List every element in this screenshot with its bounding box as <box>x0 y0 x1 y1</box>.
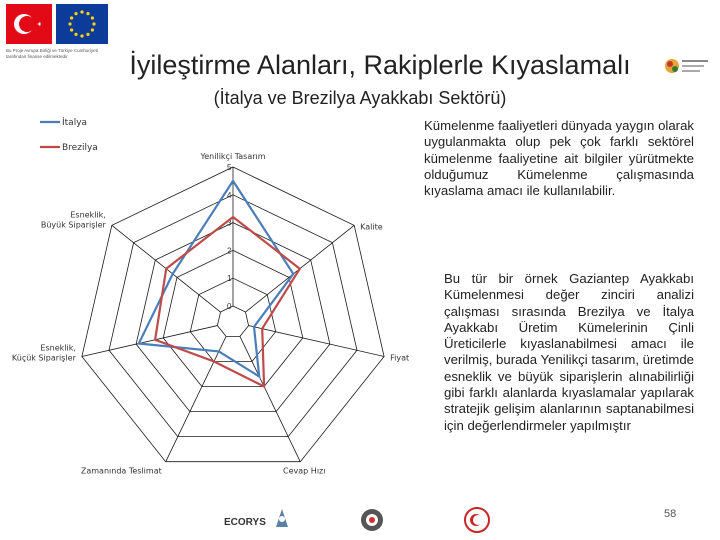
axis-spoke <box>249 326 385 357</box>
tick-label: 4 <box>227 190 232 200</box>
page-subtitle: (İtalya ve Brezilya Ayakkabı Sektörü) <box>213 88 507 108</box>
grid-ring <box>217 306 248 336</box>
radar-chart <box>0 110 440 476</box>
tick-label: 2 <box>227 246 232 256</box>
funding-caption: Bu Proje Avrupa Birliği ve Türkiye Cumhuriyeti tarafından finanse edilmektedir <box>6 48 98 59</box>
page-number: 58 <box>664 508 677 520</box>
turkey-flag-logo <box>6 4 52 44</box>
eu-flag-logo <box>56 4 108 44</box>
axis-category-label: Esneklik, Küçük Siparişler <box>11 343 76 363</box>
axis-spoke <box>82 326 218 357</box>
cluster-logo <box>662 52 712 84</box>
paragraph-example: Bu tür bir örnek Gaziantep Ayakkabı Kümelenmesi değer zinciri analizi çalışması sırasında Brezilya ve İtalya Ayakkabı Üretim Kümelerinin Çinli Üreticilerle kıyaslanabilmesi amacı ile verilmiş, burada Yenilikçi tasarım, üretimde esneklik ve büyük siparişlerin alınabilirliği gibi farklı alanlarda kıyaslamalar yapılarak stratejik gelişim alanlarının saptanabilmesi için değerlendirmeler yapılmıştır <box>444 271 694 433</box>
page-title: İyileştirme Alanları, Rakiplerle Kıyaslamalı <box>129 50 631 80</box>
ecorys-logo <box>224 505 304 535</box>
axis-category-label: Esneklik, Büyük Siparişler <box>40 210 106 230</box>
tick-label: 1 <box>227 274 232 284</box>
axis-category-label: Fiyat <box>390 353 410 363</box>
axis-spoke <box>240 336 300 461</box>
legend-label: İtalya <box>62 118 88 128</box>
tick-label: 5 <box>227 163 232 172</box>
axis-category-label: Cevap Hızı <box>283 466 326 476</box>
series-line-italya <box>139 181 293 377</box>
tick-label: 0 <box>227 302 232 311</box>
tick-label: 3 <box>227 218 232 228</box>
legend-label: Brezilya <box>62 143 98 153</box>
axis-category-label: Zamanında Teslimat <box>80 466 162 476</box>
axis-category-label: Yenilikçi Tasarım <box>200 152 266 161</box>
ecorys-label: ECORYS <box>224 517 266 528</box>
gear-logo <box>352 505 392 535</box>
axis-category-label: Kalite <box>360 222 383 232</box>
ministry-seal-logo <box>462 505 492 535</box>
paragraph-intro: Kümelenme faaliyetleri dünyada yaygın olarak uygulanmakta olup pek çok farklı sektörel kümelenme faaliyetine ait bilgiler yürütmekte olduğumuz Kümelenme çalışmasında kıyaslama amacı ile kullanılabilir. <box>424 118 694 199</box>
